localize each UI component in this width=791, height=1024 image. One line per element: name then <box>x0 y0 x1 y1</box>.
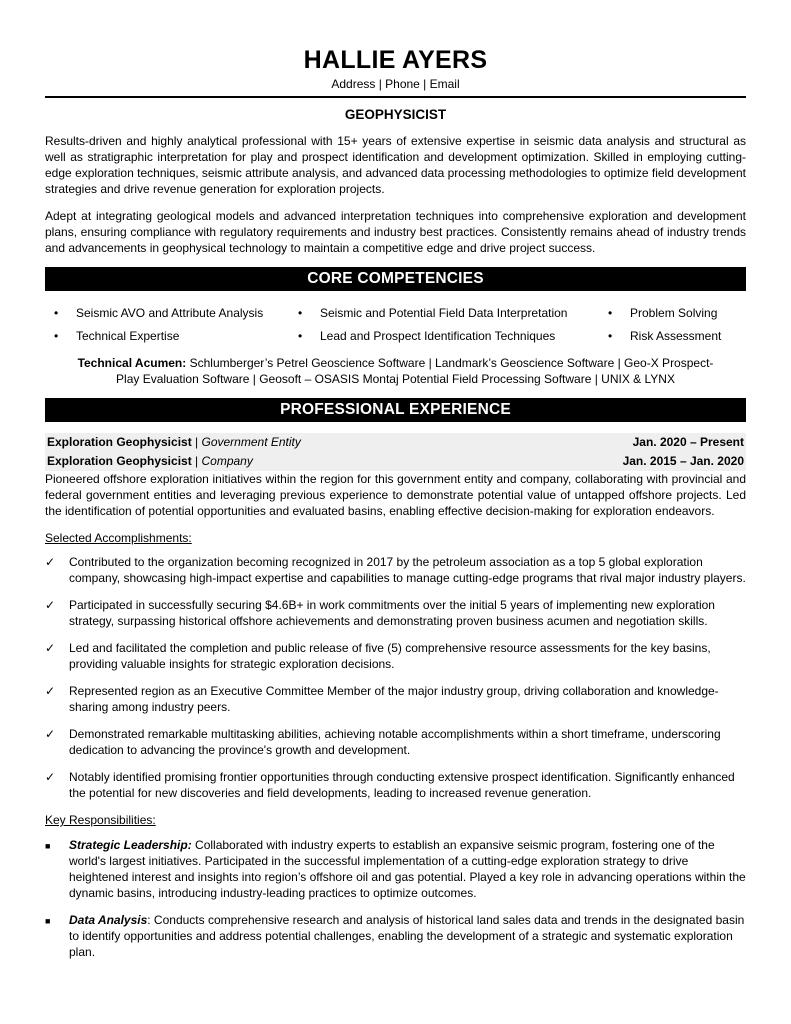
responsibilities-heading: Key Responsibilities: <box>45 813 156 827</box>
responsibility-label: Strategic Leadership: <box>69 838 192 852</box>
checkmark-icon: ✓ <box>45 641 56 655</box>
checkmark-icon: ✓ <box>45 727 56 741</box>
technical-acumen-label: Technical Acumen: <box>77 356 187 370</box>
job-position <box>47 433 301 452</box>
core-competencies-heading: CORE COMPETENCIES <box>45 267 746 291</box>
competency-label: Lead and Prospect Identification Techniques <box>320 329 556 343</box>
summary-paragraph-1: Results-driven and highly analytical professional with 15+ years of extensive expertise in seismic data analysis and structural as well as stratigraphic interpretation for play and prospect identification and development optimization. Skilled in employing cutting-edge exploration techniques, seismic attribute analysis, and advanced data processing methodologies to optimize field development strategies and drive revenue generation for exploration projects. <box>45 134 746 196</box>
checkmark-icon: ✓ <box>45 770 56 784</box>
competencies-grid <box>45 305 746 344</box>
competency-item <box>608 328 746 344</box>
accomplishments-list <box>45 554 746 801</box>
job-dates: Jan. 2020 – Present <box>632 435 744 449</box>
accomplishment-text: Notably identified promising frontier opportunities through conducting extensive prospect identification. Significantly enhanced the potential for new discoveries and field developments, leading to increased revenue generation. <box>69 770 735 800</box>
bullet-icon: • <box>298 306 303 320</box>
competency-label: Seismic AVO and Attribute Analysis <box>76 306 264 320</box>
job-position <box>47 452 253 471</box>
experience-summary: Pioneered offshore exploration initiatives within the region for this government entity and company, collaborating with provincial and federal government entities and leveraging previous experience to demonstrate potential value of untapped offshore projects. Led the identification of potential opportunities and evaluated basins, enabling effective decision-making for exploration endeavors. <box>45 472 746 518</box>
competency-item <box>608 305 746 321</box>
accomplishment-text: Represented region as an Executive Committee Member of the major industry group, driving collaboration and knowledge-sharing among industry peers. <box>69 684 719 714</box>
bullet-icon: • <box>608 306 613 320</box>
accomplishment-item <box>45 683 746 715</box>
accomplishment-item <box>45 726 746 758</box>
accomplishment-text: Led and facilitated the completion and public release of five (5) comprehensive resource assessments for the key basins, providing valuable insights for strategic exploration decisions. <box>69 641 711 671</box>
competency-label: Seismic and Potential Field Data Interpretation <box>320 306 568 320</box>
professional-experience-heading: PROFESSIONAL EXPERIENCE <box>45 398 746 422</box>
contact-line: Address | Phone | Email <box>331 77 460 91</box>
accomplishment-text: Contributed to the organization becoming recognized in 2017 by the petroleum association as a top 5 global exploration company, showcasing high-impact expertise and capabilities to manage cutting-edge programs that rival major industry players. <box>69 555 746 585</box>
competencies-column-1 <box>45 305 298 344</box>
accomplishment-item <box>45 597 746 629</box>
checkmark-icon: ✓ <box>45 598 56 612</box>
bullet-icon: • <box>54 306 59 320</box>
candidate-name: HALLIE AYERS <box>303 46 488 74</box>
competency-item <box>54 305 298 321</box>
accomplishment-item <box>45 640 746 672</box>
bullet-icon: • <box>608 329 613 343</box>
competency-label: Technical Expertise <box>76 329 180 343</box>
job-entry <box>45 433 746 452</box>
job-company: Government Entity <box>201 435 301 449</box>
square-bullet-icon: ■ <box>45 841 51 851</box>
accomplishment-item <box>45 769 746 801</box>
accomplishments-heading: Selected Accomplishments: <box>45 531 192 545</box>
technical-acumen <box>45 355 746 387</box>
summary-paragraph-2: Adept at integrating geological models and advanced interpretation techniques into comprehensive exploration and development plans, ensuring compliance with regulatory requirements and industry best practices. Consistently remains ahead of industry trends and advancements in geophysical technology to maintain a competitive edge and drive project success. <box>45 209 746 255</box>
bullet-icon: • <box>298 329 303 343</box>
responsibility-item <box>45 912 746 960</box>
competencies-column-2 <box>298 305 608 344</box>
checkmark-icon: ✓ <box>45 555 56 569</box>
separator: | <box>191 454 202 468</box>
responsibility-item <box>45 837 746 901</box>
responsibility-text <box>69 912 746 960</box>
responsibility-label: Data Analysis <box>69 913 148 927</box>
checkmark-icon: ✓ <box>45 684 56 698</box>
technical-acumen-text: Schlumberger’s Petrel Geoscience Software | Landmark’s Geoscience Software | Geo-X Prospect-Play Evaluation Software | Geosoft – OSASIS Montaj Potential Field Processing Software | UNIX & LYNX <box>116 356 714 386</box>
accomplishment-text: Participated in successfully securing $4.6B+ in work commitments over the initial 5 years of implementing new exploration strategy, surpassing historical offshore achievements and demonstrating proven business acumen and negotiation skills. <box>69 598 715 628</box>
job-title-heading: GEOPHYSICIST <box>344 107 447 122</box>
job-company: Company <box>201 454 253 468</box>
accomplishment-item <box>45 554 746 586</box>
separator: | <box>191 435 202 449</box>
competency-item <box>54 328 298 344</box>
accomplishment-text: Demonstrated remarkable multitasking abilities, achieving notable accomplishments within a short timeframe, underscoring dedication to advancing the province's growth and development. <box>69 727 721 757</box>
job-entries <box>45 433 746 471</box>
job-entry <box>45 452 746 471</box>
competency-label: Problem Solving <box>630 306 718 320</box>
job-title: Exploration Geophysicist <box>47 454 192 468</box>
competency-item <box>298 328 608 344</box>
job-title: Exploration Geophysicist <box>47 435 192 449</box>
bullet-icon: • <box>54 329 59 343</box>
header-divider <box>45 96 746 98</box>
square-bullet-icon: ■ <box>45 916 51 926</box>
responsibility-text <box>69 837 746 901</box>
responsibility-description: : Conducts comprehensive research and analysis of historical land sales data and trends in the designated basin to identify opportunities and address potential challenges, enabling the development of a strategic and systematic exploration plan. <box>69 913 745 959</box>
competencies-column-3 <box>608 305 746 344</box>
responsibilities-list <box>45 837 746 960</box>
competency-label: Risk Assessment <box>630 329 722 343</box>
responsibility-description: Collaborated with industry experts to establish an expansive seismic program, fostering one of the world's largest initiatives. Participated in the successful implementation of a cutting-edge exploration strategy to drive heightened interest and insights into region’s offshore oil and gas potential. Played a key role in advancing operations within the dynamic basins, introducing industry-leading practices to optimize outcomes. <box>69 838 746 900</box>
competency-item <box>298 305 608 321</box>
job-dates: Jan. 2015 – Jan. 2020 <box>622 454 744 468</box>
